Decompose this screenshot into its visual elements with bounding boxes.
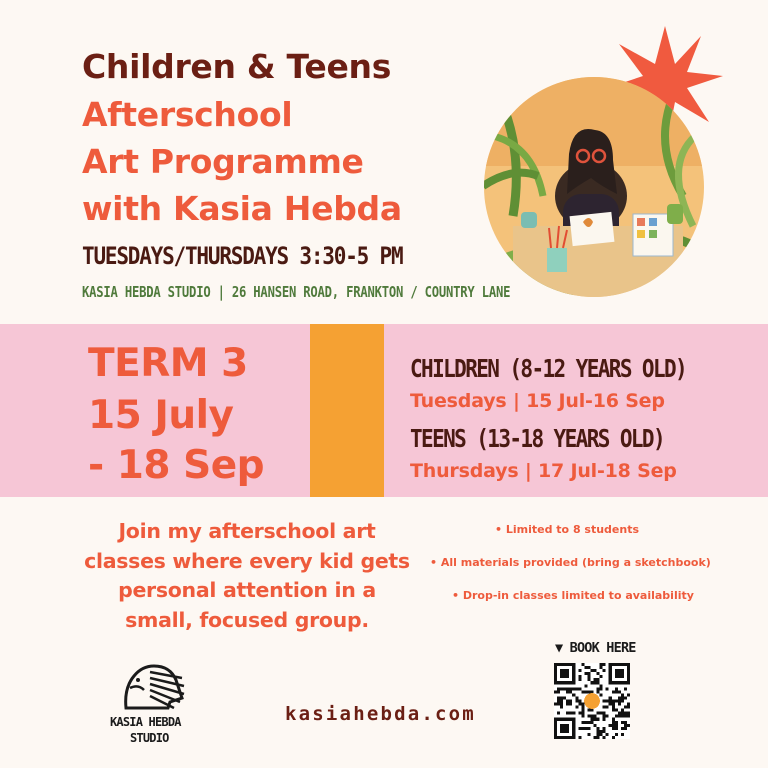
term-title: TERM 3 — [88, 341, 248, 386]
schedule-text: TUESDAYS/THURSDAYS 3:30-5 PM — [82, 242, 403, 270]
location-text: KASIA HEBDA STUDIO | 26 HANSEN ROAD, FRANKTON / COUNTRY LANE — [82, 284, 511, 301]
bullet-limited-students: • Limited to 8 students — [495, 523, 640, 536]
artist-illustration — [483, 76, 705, 298]
group-teens-dates: Thursdays | 17 Jul-18 Sep — [410, 460, 677, 482]
description-text: Join my afterschool art classes where every kid gets personal attention in a small, focused group. — [84, 519, 410, 632]
title-line-2: Afterschool — [82, 95, 293, 134]
group-children-label: CHILDREN (8-12 YEARS OLD) — [410, 354, 687, 383]
bullet-materials: • All materials provided (bring a sketchbook) — [430, 556, 711, 569]
group-teens-label: TEENS (13-18 YEARS OLD) — [410, 424, 664, 453]
title-line-3: Art Programme — [82, 142, 364, 181]
book-here-text: BOOK HERE — [569, 640, 636, 656]
website-link[interactable]: kasiahebda.com — [285, 703, 476, 725]
triangle-down-icon: ▼ — [555, 640, 563, 656]
group-children-dates: Tuesdays | 15 Jul-16 Sep — [410, 390, 665, 412]
term-start-date: 15 July — [88, 393, 234, 438]
bullet-drop-in: • Drop-in classes limited to availability — [452, 589, 694, 602]
studio-logo-icon — [120, 658, 188, 714]
logo-text-line1: KASIA HEBDA — [110, 715, 181, 729]
logo-text-line2: STUDIO — [130, 731, 169, 745]
orange-divider — [310, 324, 384, 497]
book-here-label[interactable] — [555, 640, 636, 656]
title-line-1: Children & Teens — [82, 47, 392, 86]
qr-code-icon[interactable] — [554, 663, 630, 739]
term-end-date: - 18 Sep — [88, 443, 265, 488]
title-line-4: with Kasia Hebda — [82, 189, 402, 228]
